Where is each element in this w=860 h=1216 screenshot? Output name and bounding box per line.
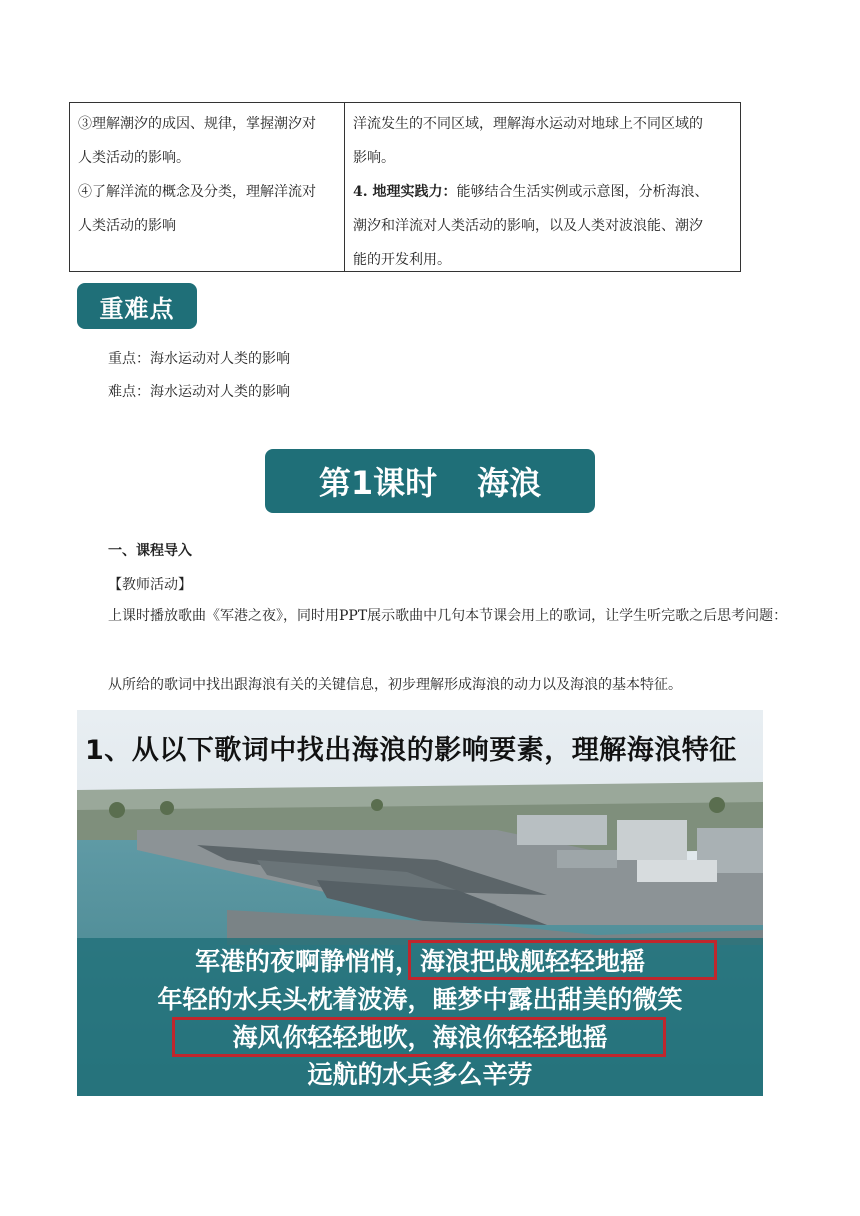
lesson-topic: 海浪 [477, 464, 542, 502]
key-points-badge: 重难点 [77, 283, 197, 329]
lyric-line-3: 海风你轻轻地吹，海浪你轻轻地摇 [232, 1023, 608, 1052]
lyric-line-2: 年轻的水兵头枕着波涛，睡梦中露出甜美的微笑 [157, 985, 683, 1014]
literacy-line2: 影响。 [353, 150, 395, 166]
lyric-1-b-highlighted: 海浪把战舰轻轻地摇 [420, 947, 646, 976]
practice-line1 [353, 175, 732, 209]
objectives-left-cell [70, 103, 345, 271]
paragraph-intro: 上课时播放歌曲《军港之夜》，同时用PPT展示歌曲中几句本节课会用上的歌词，让学生听完歌之后思考问题： [108, 608, 788, 624]
practice-label: 4. 地理实践力： [353, 184, 457, 200]
objective-3-line2: 人类活动的影响。 [78, 150, 190, 166]
section-heading: 一、课程导入 [108, 543, 192, 559]
paragraph-task: 从所给的歌词中找出跟海浪有关的关键信息，初步理解形成海浪的动力以及海浪的基本特征。 [108, 677, 682, 693]
objectives-right-cell [345, 103, 740, 271]
difficult-point: 难点：海水运动对人类的影响 [108, 384, 290, 400]
lyric-line-4: 远航的水兵多么辛劳 [307, 1060, 533, 1089]
lyric-1-a: 军港的夜啊静悄悄， [194, 947, 420, 976]
highlight-box-2 [172, 1017, 666, 1057]
highlight-box-1 [408, 940, 717, 980]
objective-4-line2: 人类活动的影响 [78, 218, 176, 234]
lesson-number: 第1课时 [318, 464, 438, 502]
objectives-table [69, 102, 741, 272]
practice-line2: 潮汐和洋流对人类活动的影响，以及人类对波浪能、潮汐 [353, 218, 703, 234]
objective-4-line1: ④了解洋流的概念及分类，理解洋流对 [78, 184, 316, 200]
objective-3-line1: ③理解潮汐的成因、规律，掌握潮汐对 [78, 116, 316, 132]
lesson-banner [265, 449, 595, 513]
literacy-line1: 洋流发生的不同区域，理解海水运动对地球上不同区域的 [353, 116, 703, 132]
teacher-activity-label: 【教师活动】 [108, 577, 192, 593]
key-point: 重点：海水运动对人类的影响 [108, 351, 290, 367]
practice-text1: 能够结合生活实例或示意图，分析海浪、 [456, 184, 709, 200]
lyrics-slide [77, 710, 763, 1096]
practice-line3: 能的开发利用。 [353, 252, 451, 268]
slide-title: 1、从以下歌词中找出海浪的影响要素，理解海浪特征 [85, 735, 737, 766]
